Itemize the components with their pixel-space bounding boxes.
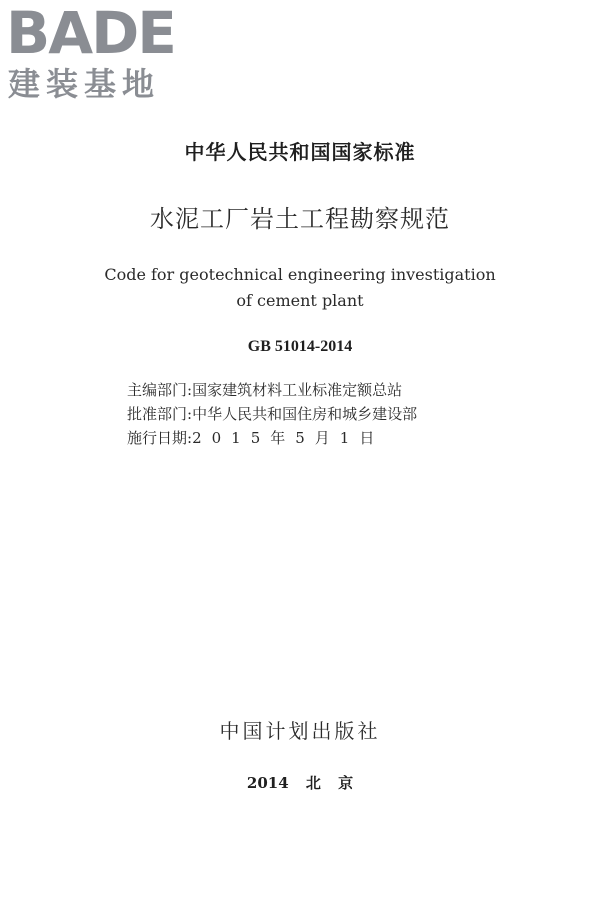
logo-latin-text: BADE [6,0,175,67]
title-english-line-1: Code for geotechnical engineering investigation [104,265,496,284]
standard-code: GB 51014-2014 [247,338,353,355]
editor-label: 主编部门: [127,381,193,399]
approver-label: 批准部门: [127,405,193,423]
logo-cjk-text: 建装基地 [8,65,161,103]
title-chinese: 水泥工厂岩土工程勘察规范 [150,205,450,233]
effective-date-value: 2015年5月1日 [192,429,385,447]
publication-year-place: 2014 北 京 [246,774,354,792]
editor-value: 国家建筑材料工业标准定额总站 [192,381,403,399]
effective-date-row [127,426,417,450]
publisher-logo [6,0,175,104]
title-english [0,262,600,314]
info-block [127,378,417,450]
title-english-line-2: of cement plant [236,291,364,310]
approver-row [127,402,417,426]
effective-date-label: 施行日期: [127,429,193,447]
standard-series: 中华人民共和国国家标准 [184,140,416,164]
approver-value: 中华人民共和国住房和城乡建设部 [192,405,418,423]
publisher-name: 中国计划出版社 [219,719,381,743]
editor-row [127,378,417,402]
